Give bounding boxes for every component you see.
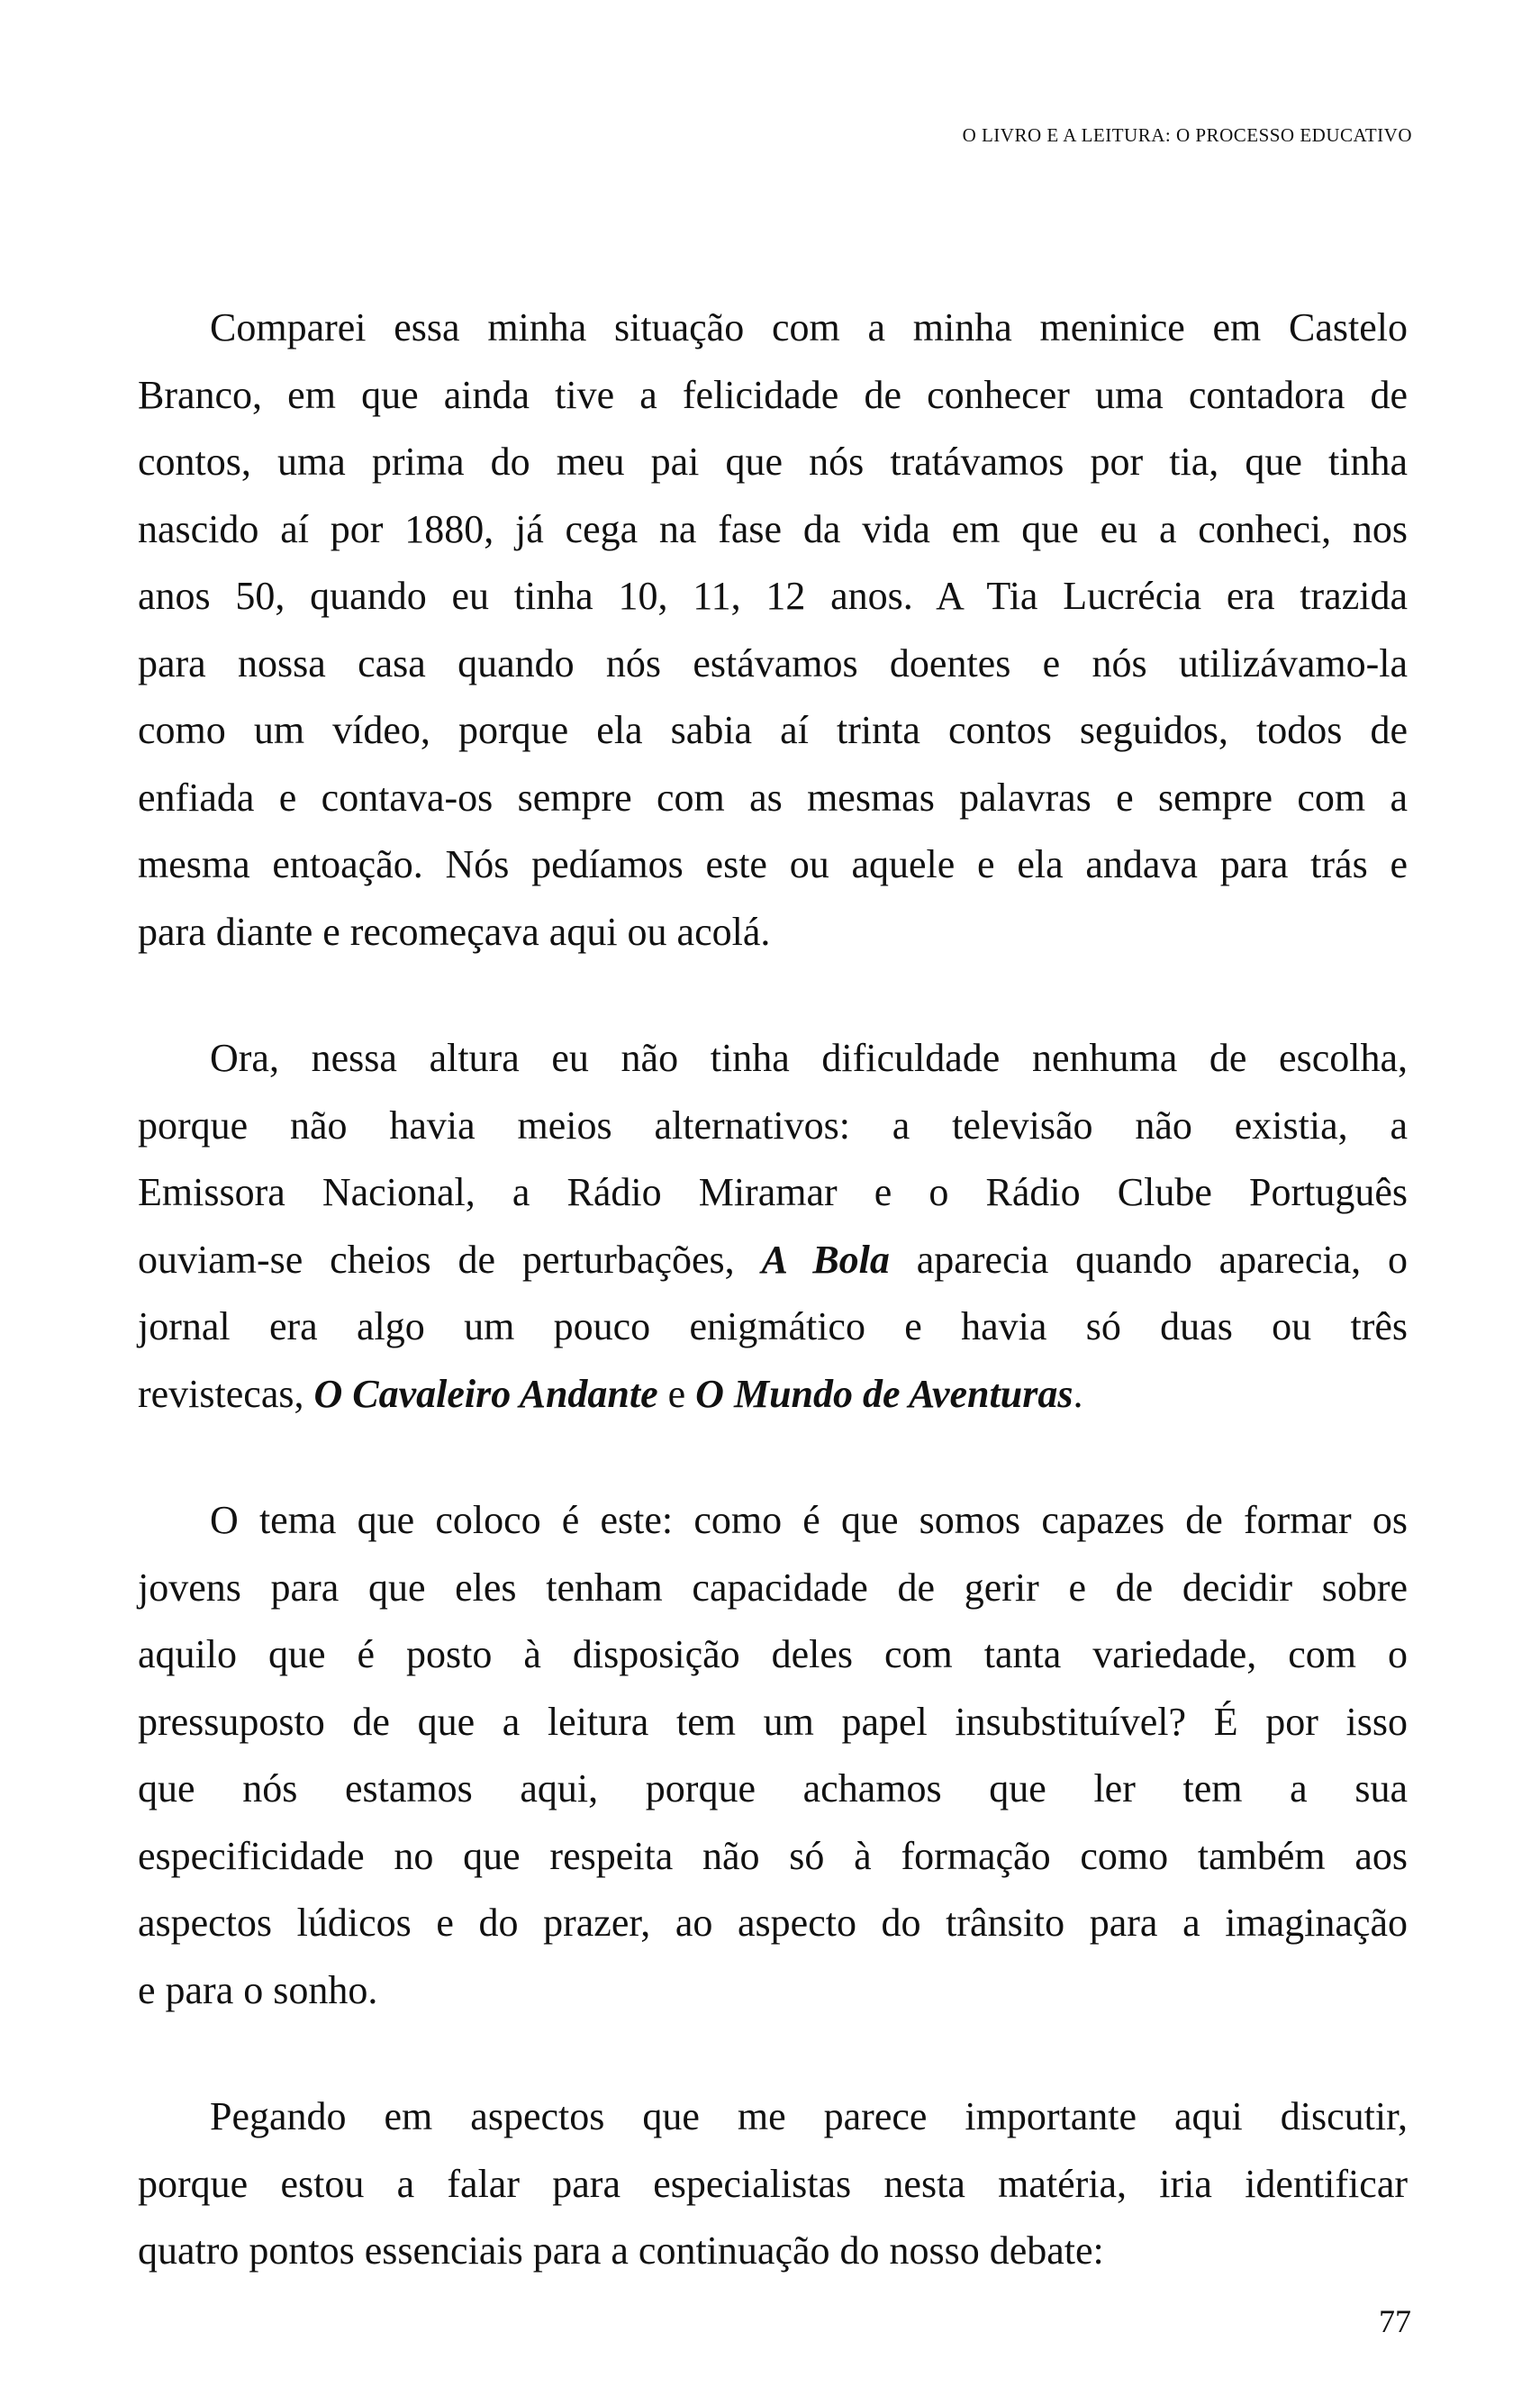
text-fragment: .: [1073, 1371, 1083, 1416]
text-line: jornal era algo um pouco enigmático e havia só duas ou três: [138, 1304, 1408, 1348]
text-line: Pegando em aspectos que me parece importante aqui discutir,: [210, 2094, 1408, 2138]
text-line: Ora, nessa altura eu não tinha dificuldade nenhuma de escolha,: [210, 1036, 1408, 1080]
page-number: 77: [1379, 2303, 1411, 2339]
publication-title: A Bola: [761, 1237, 890, 1282]
text-line: Branco, em que ainda tive a felicidade de conhecer uma contadora de: [138, 372, 1408, 417]
paragraph-3: [138, 1487, 1408, 2024]
text-line: porque não havia meios alternativos: a televisão não existia, a: [138, 1103, 1408, 1148]
publication-title: O Cavaleiro Andante: [313, 1371, 658, 1416]
text-line: mesma entoação. Nós pedíamos este ou aquele e ela andava para trás e: [138, 842, 1408, 886]
text-line: para diante e recomeçava aqui ou acolá.: [138, 909, 771, 954]
text-line-with-titles: [138, 1361, 1408, 1429]
text-line: enfiada e contava-os sempre com as mesmas palavras e sempre com a: [138, 775, 1408, 820]
paragraph-4: [138, 2083, 1408, 2285]
text-line: para nossa casa quando nós estávamos doentes e nós utilizávamo-la: [138, 640, 1408, 685]
text-line: aquilo que é posto à disposição deles com tanta variedade, com o: [138, 1632, 1408, 1676]
text-fragment: aparecia quando aparecia, o: [889, 1237, 1408, 1282]
text-line: anos 50, quando eu tinha 10, 11, 12 anos. A Tia Lucrécia era trazida: [138, 574, 1408, 618]
text-line: como um vídeo, porque ela sabia aí trinta contos seguidos, todos de: [138, 708, 1408, 752]
text-fragment: ouviam-se cheios de perturbações,: [138, 1237, 762, 1282]
text-line: quatro pontos essenciais para a continuação do nosso debate:: [138, 2228, 1104, 2273]
text-line: Emissora Nacional, a Rádio Miramar e o Rádio Clube Português: [138, 1170, 1408, 1214]
text-line: O tema que coloco é este: como é que somos capazes de formar os: [210, 1498, 1408, 1542]
text-line: Comparei essa minha situação com a minha meninice em Castelo: [210, 305, 1408, 349]
text-line: porque estou a falar para especialistas nesta matéria, iria identificar: [138, 2161, 1408, 2206]
text-line: nascido aí por 1880, já cega na fase da vida em que eu a conheci, nos: [138, 506, 1408, 551]
text-line: e para o sonho.: [138, 1967, 378, 2012]
publication-title: O Mundo de Aventuras: [695, 1371, 1073, 1416]
text-line: contos, uma prima do meu pai que nós tratávamos por tia, que tinha: [138, 440, 1408, 484]
text-line: especificidade no que respeita não só à formação como também aos: [138, 1833, 1408, 1878]
text-line: pressuposto de que a leitura tem um papel insubstituível? É por isso: [138, 1699, 1408, 1744]
running-header: O LIVRO E A LEITURA: O PROCESSO EDUCATIVO: [962, 124, 1412, 146]
text-fragment: e: [657, 1371, 696, 1416]
text-line: jovens para que eles tenham capacidade de gerir e de decidir sobre: [138, 1565, 1408, 1610]
paragraph-1: [138, 295, 1408, 966]
text-line: que nós estamos aqui, porque achamos que ler tem a sua: [138, 1766, 1408, 1811]
paragraph-2: [138, 1025, 1408, 1428]
body-text: [138, 295, 1408, 2285]
text-line-with-title: [138, 1227, 1408, 1294]
text-fragment: revistecas,: [138, 1371, 314, 1416]
text-line: aspectos lúdicos e do prazer, ao aspecto do trânsito para a imaginação: [138, 1901, 1408, 1945]
